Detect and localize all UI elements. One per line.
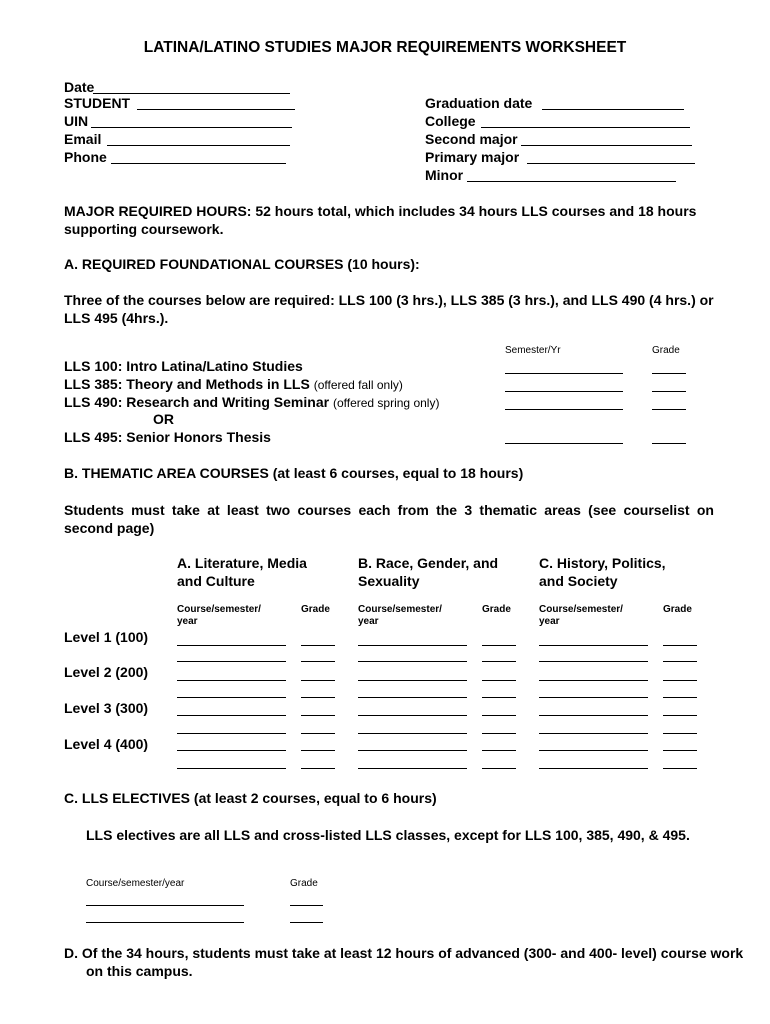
thematic-grade-blank[interactable] [301,750,335,751]
section-d-text: D. Of the 34 hours, students must take at least 12 hours of advanced (300- and 400- level) course work on this campus. [64,945,744,979]
thematic-course-blank[interactable] [358,645,467,646]
section-a-heading: A. REQUIRED FOUNDATIONAL COURSES (10 hours): [64,256,420,272]
thematic-course-blank[interactable] [358,768,467,769]
email-label: Email [64,131,102,147]
thematic-grade-blank[interactable] [301,645,335,646]
thematic-grade-blank[interactable] [301,715,335,716]
student-label: STUDENT [64,95,131,111]
thematic-course-blank[interactable] [539,680,648,681]
thematic-course-blank[interactable] [177,733,286,734]
section-c-description: LLS electives are all LLS and cross-listed LLS classes, except for LLS 100, 385, 490, & 495. [86,827,690,843]
elective-course-blank[interactable] [86,905,244,906]
thematic-grade-blank[interactable] [301,733,335,734]
thematic-grade-blank[interactable] [482,768,516,769]
thematic-course-blank[interactable] [358,715,467,716]
page-title: LATINA/LATINO STUDIES MAJOR REQUIREMENTS WORKSHEET [143,39,627,56]
minor-label: Minor [425,167,464,183]
thematic-grade-blank[interactable] [663,768,697,769]
course-name: Senior Honors Thesis [126,429,271,445]
area-b-title: B. Race, Gender, and Sexuality [358,555,499,589]
thematic-grade-blank[interactable] [663,661,697,662]
grade-header: Grade [290,878,318,889]
thematic-course-blank[interactable] [177,750,286,751]
date-field[interactable] [93,93,290,94]
grade-header: Grade [482,604,511,615]
course-code: LLS 495: [64,429,123,445]
grade-header: Grade [663,604,692,615]
thematic-grade-blank[interactable] [663,697,697,698]
thematic-course-blank[interactable] [177,715,286,716]
course-note: (offered spring only) [332,396,440,410]
second-major-field[interactable] [521,145,692,146]
thematic-course-blank[interactable] [358,697,467,698]
list-item [64,429,271,445]
thematic-course-blank[interactable] [358,750,467,751]
thematic-course-blank[interactable] [539,768,648,769]
course-note: (offered fall only) [313,378,403,392]
thematic-grade-blank[interactable] [301,680,335,681]
semester-blank[interactable] [505,443,623,444]
area-c-title: C. History, Politics, and Society [539,555,666,589]
minor-field[interactable] [467,181,676,182]
grade-header: Grade [301,604,330,615]
thematic-grade-blank[interactable] [482,680,516,681]
thematic-course-blank[interactable] [539,661,648,662]
college-label: College [425,113,476,129]
or-label: OR [153,411,174,427]
thematic-grade-blank[interactable] [663,645,697,646]
list-item [64,376,403,392]
thematic-grade-blank[interactable] [663,750,697,751]
phone-field[interactable] [111,163,286,164]
thematic-grade-blank[interactable] [482,750,516,751]
thematic-course-blank[interactable] [358,661,467,662]
thematic-course-blank[interactable] [177,645,286,646]
thematic-course-blank[interactable] [177,680,286,681]
course-name: Research and Writing Seminar [126,394,330,410]
grade-blank[interactable] [652,391,686,392]
thematic-grade-blank[interactable] [663,733,697,734]
level-label: Level 3 (300) [64,700,149,716]
grade-blank[interactable] [652,409,686,410]
thematic-course-blank[interactable] [539,697,648,698]
elective-course-blank[interactable] [86,922,244,923]
thematic-course-blank[interactable] [358,680,467,681]
section-a-description: Three of the courses below are required: LLS 100 (3 hrs.), LLS 385 (3 hrs.), and LLS 490 (4 hrs.) or LLS 495 (4hrs.). [64,292,714,326]
thematic-grade-blank[interactable] [663,715,697,716]
semester-blank[interactable] [505,391,623,392]
thematic-course-blank[interactable] [358,733,467,734]
semester-yr-header: Semester/Yr [505,345,561,356]
date-label: Date [64,79,95,95]
phone-label: Phone [64,149,107,165]
course-semester-header: Course/semester/ year [539,604,623,627]
graduation-date-field[interactable] [542,109,684,110]
thematic-grade-blank[interactable] [301,661,335,662]
course-name: Intro Latina/Latino Studies [126,358,303,374]
thematic-grade-blank[interactable] [482,733,516,734]
primary-major-field[interactable] [527,163,695,164]
grade-blank[interactable] [652,443,686,444]
thematic-grade-blank[interactable] [301,768,335,769]
thematic-grade-blank[interactable] [663,680,697,681]
list-item [64,394,439,410]
thematic-course-blank[interactable] [539,750,648,751]
course-code: LLS 100: [64,358,123,374]
thematic-course-blank[interactable] [539,733,648,734]
student-field[interactable] [137,109,295,110]
level-label: Level 1 (100) [64,629,149,645]
elective-grade-blank[interactable] [290,905,323,906]
thematic-course-blank[interactable] [539,645,648,646]
section-c-heading: C. LLS ELECTIVES (at least 2 courses, equal to 6 hours) [64,790,437,806]
graduation-date-label: Graduation date [425,95,533,111]
major-hours-text: MAJOR REQUIRED HOURS: 52 hours total, which includes 34 hours LLS courses and 18 hours supporting coursework. [64,203,697,237]
uin-field[interactable] [91,127,292,128]
course-code: LLS 490: [64,394,123,410]
course-semester-header: Course/semester/ year [358,604,442,627]
thematic-grade-blank[interactable] [482,715,516,716]
course-name: Theory and Methods in LLS [126,376,310,392]
section-b-description: Students must take at least two courses each from the 3 thematic areas (see courselist on second page) [64,502,714,536]
thematic-course-blank[interactable] [177,661,286,662]
grade-blank[interactable] [652,373,686,374]
course-semester-year-header: Course/semester/year [86,878,185,889]
thematic-course-blank[interactable] [539,715,648,716]
thematic-course-blank[interactable] [177,697,286,698]
primary-major-label: Primary major [425,149,520,165]
email-field[interactable] [107,145,290,146]
thematic-course-blank[interactable] [177,768,286,769]
grade-header: Grade [652,345,680,356]
course-code: LLS 385: [64,376,123,392]
second-major-label: Second major [425,131,518,147]
section-b-heading: B. THEMATIC AREA COURSES (at least 6 courses, equal to 18 hours) [64,465,524,481]
level-label: Level 4 (400) [64,736,149,752]
thematic-grade-blank[interactable] [301,697,335,698]
level-label: Level 2 (200) [64,664,149,680]
area-a-title: A. Literature, Media and Culture [177,555,307,589]
thematic-grade-blank[interactable] [482,661,516,662]
course-semester-header: Course/semester/ year [177,604,261,627]
list-item [64,358,303,374]
semester-blank[interactable] [505,373,623,374]
uin-label: UIN [64,113,89,129]
elective-grade-blank[interactable] [290,922,323,923]
thematic-grade-blank[interactable] [482,697,516,698]
semester-blank[interactable] [505,409,623,410]
college-field[interactable] [481,127,690,128]
thematic-grade-blank[interactable] [482,645,516,646]
